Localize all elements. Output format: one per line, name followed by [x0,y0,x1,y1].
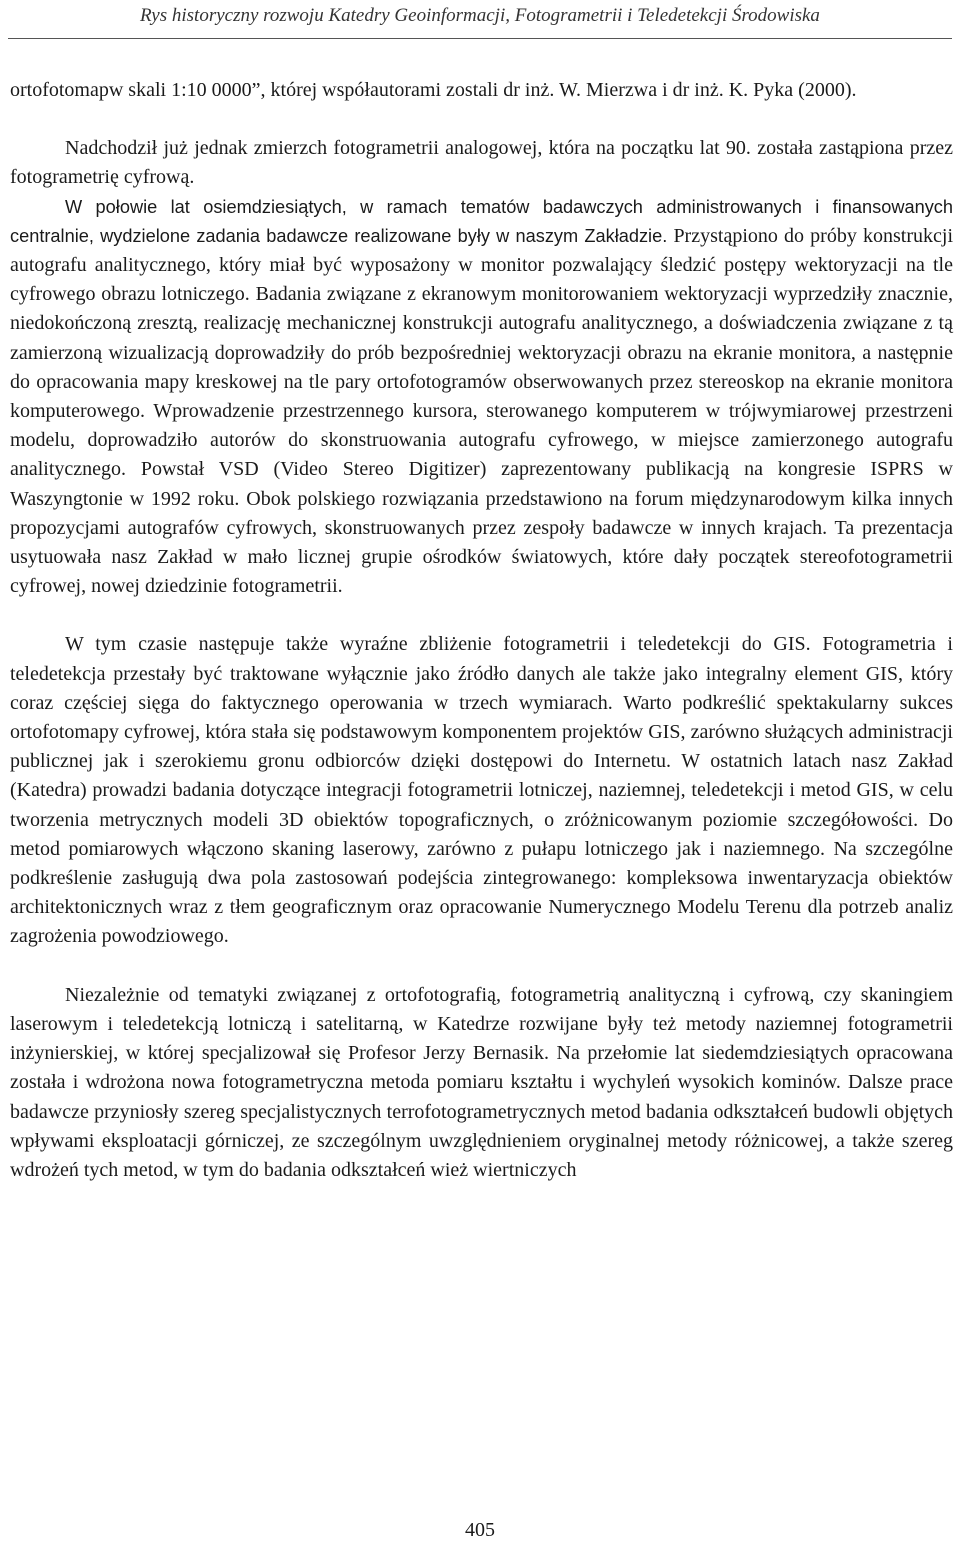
running-header: Rys historyczny rozwoju Katedry Geoinformacji, Fotogrametrii i Teledetekcji Środowiska [140,5,820,26]
paragraph-gap [10,105,953,134]
paragraph-lead-text: W połowie lat osiemdziesiątych, w ramach tematów badawczych administrowanych i finansowanych centralnie, wydzielone zadania badawcze realizowane były w naszym Zakładzie. [10,196,953,246]
paragraph-digital-photogrammetry: Nadchodził już jednak zmierzch fotogrametrii analogowej, która na początku lat 90. została zastąpiona przez fotogrametrię cyfrową. [10,137,953,189]
paragraph-analytical-plotter [10,193,953,602]
paragraph-gap [10,601,953,630]
paragraph-engineering-photogrammetry: Niezależnie od tematyki związanej z ortofotografią, fotogrametrią analityczną i cyfrową, czy skaningiem laserowym i teledetekcją lotniczą i satelitarną, w Katedrze rozwijane były też metody naziemnej fotogrametrii inżynierskiej, w której specjalizował się Profesor Jerzy Bernasik. Na przełomie lat siedemdziesiątych opracowana została i wdrożona nowa fotogrametryczna metoda pomiaru kształtu i wychyleń wysokich kominów. Dalsze prace badawcze przyniosły szereg specjalistycznych terrofotogrametrycznych metod badania odkształceń budowli objętych wpływami eksploatacji górniczej, ze szczególnym uwzględnieniem oryginalnej metody różnicowej, a także szereg wdrożeń tych metod, w tym do badania odkształceń wież wiertniczych [10,983,953,1181]
paragraph-gis-integration: W tym czasie następuje także wyraźne zbliżenie fotogrametrii i teledetekcji do GIS. Fotogrametria i teledetekcja przestały być traktowane wyłącznie jako źródło danych ale także jako integralny element GIS, który coraz częściej sięga do faktycznego operowania w trzech wymiarach. Warto podkreślić spektakularny sukces ortofotomapy cyfrowej, która stała się podstawowym komponentem projektów GIS, zarówno służących administracji publicznej jak i szerokiemu gronu odbiorców dzięki dostępowi do Internetu. W ostatnich latach nasz Zakład (Katedra) prowadzi badania dotyczące integracji fotogrametrii lotniczej, naziemnej, teledetekcji i metod GIS, w celu tworzenia metrycznych modeli 3D obiektów topograficznych, o zróżnicowanym poziomie szczegółowości. Do metod pomiarowych włączono skaning laserowy, zarówno z pułapu lotniczego jak i naziemnego. Na szczególne podkreślenie zasługują dwa pola zastosowań podejścia zintegrowanego: kompleksowa inwentaryzacja obiektów architektonicznych wraz z tłem geograficznym oraz opracowanie Numerycznego Modelu Terenu dla potrzeb analiz zagrożenia powodziowego. [10,633,953,948]
paragraph-gap [10,952,953,981]
header-divider [8,38,952,39]
paragraph-main-text: Przystąpiono do próby konstrukcji autografu analitycznego, który miał być wyposażony w monitor pozwalający śledzić postępy wektoryzacji na tle cyfrowego obrazu lotniczego. Badania związane z ekranowym monitorowaniem wektoryzacji wyprzedziły znacznie, niedokończoną zresztą, realizację mechanicznej konstrukcji autografu analitycznego, a doświadczenia związane z tą zamierzoną wizualizacją doprowadziły do prób bezpośredniej wektoryzacji obrazu na ekranie monitora, a następnie do opracowania mapy kreskowej na tle pary ortofotogramów obserwowanych przez stereoskop na ekranie monitora komputerowego. Wprowadzenie przestrzennego kursora, sterowanego komputerem w trójwymiarowej przestrzeni modelu, doprowadziło autorów do skonstruowania autografu cyfrowego, w miejsce zamierzonego autografu analitycznego. Powstał VSD (Video Stereo Digitizer) zaprezentowany publikacją na kongresie ISPRS w Waszyngtonie w 1992 roku. Obok polskiego rozwiązania przedstawiono na forum międzynarodowym kilka innych propozycjami autografów cyfrowych, skonstruowanych przez zespoły badawcze w innych krajach. Ta prezentacja usytuowała nasz Zakład w mało licznej grupie ośrodków światowych, które dały początek stereofotogrametrii cyfrowej, nowej dziedzinie fotogrametrii. [10,224,953,598]
document-body [10,76,953,1185]
page-number: 405 [465,1519,495,1541]
paragraph-continuation: ortofotomapw skali 1:10 0000”, której współautorami zostali dr inż. W. Mierzwa i dr inż. K. Pyka (2000). [10,79,857,101]
